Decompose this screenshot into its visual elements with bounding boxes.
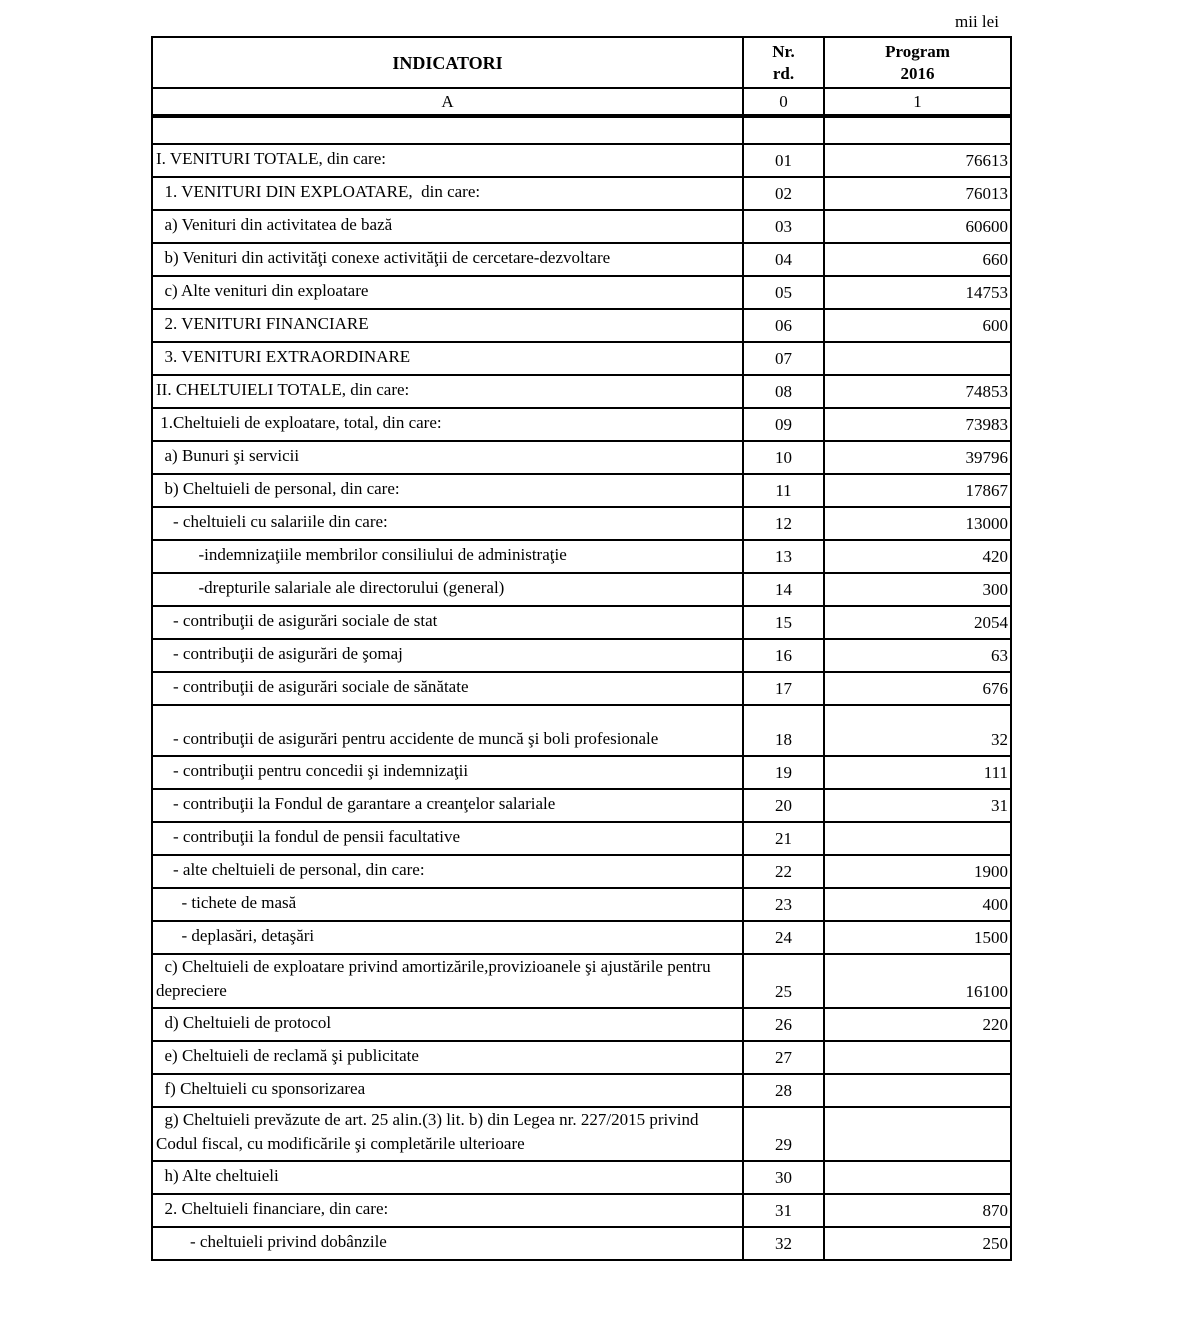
table-row — [152, 144, 1011, 177]
table-row — [152, 210, 1011, 243]
program-value-cell: 32 — [824, 705, 1011, 756]
indent — [156, 347, 165, 366]
row-number-cell: 30 — [743, 1161, 824, 1194]
table-row — [152, 954, 1011, 1008]
program-value-cell: 1500 — [824, 921, 1011, 954]
subheader-1: 1 — [824, 88, 1011, 116]
indent — [156, 479, 165, 498]
indent — [156, 644, 173, 663]
row-number-cell: 22 — [743, 855, 824, 888]
program-value-cell: 16100 — [824, 954, 1011, 1008]
indicator-label: g) Cheltuieli prevăzute de art. 25 alin.(3) lit. b) din Legea nr. 227/2015 privind Codul fiscal, cu modificările şi completările ulterioare — [156, 1110, 699, 1153]
blank-cell — [824, 116, 1011, 144]
indicator-cell — [152, 756, 743, 789]
program-value-cell: 13000 — [824, 507, 1011, 540]
blank-row — [152, 116, 1011, 144]
row-number-cell: 11 — [743, 474, 824, 507]
row-number-cell: 06 — [743, 309, 824, 342]
table-row — [152, 789, 1011, 822]
table-row — [152, 756, 1011, 789]
table-row — [152, 309, 1011, 342]
program-value-cell: 39796 — [824, 441, 1011, 474]
indicator-cell — [152, 1161, 743, 1194]
program-value-cell: 660 — [824, 243, 1011, 276]
row-number-cell: 08 — [743, 375, 824, 408]
indicator-label: c) Alte venituri din exploatare — [164, 281, 369, 300]
header-indicators: INDICATORI — [152, 37, 743, 88]
table-row — [152, 705, 1011, 756]
table-row — [152, 507, 1011, 540]
program-value-cell: 14753 — [824, 276, 1011, 309]
row-number-cell: 28 — [743, 1074, 824, 1107]
program-value-cell: 111 — [824, 756, 1011, 789]
indent — [156, 545, 199, 564]
indent — [156, 446, 165, 465]
blank-cell — [152, 116, 743, 144]
table-row — [152, 573, 1011, 606]
indent — [156, 729, 173, 748]
table-row — [152, 243, 1011, 276]
indicator-label: 1.Cheltuieli de exploatare, total, din care: — [160, 413, 442, 432]
row-number-cell: 13 — [743, 540, 824, 573]
indent — [156, 761, 173, 780]
row-number-cell: 17 — [743, 672, 824, 705]
unit-label: mii lei — [955, 12, 999, 31]
indicator-cell — [152, 639, 743, 672]
program-value-cell: 31 — [824, 789, 1011, 822]
row-number-cell: 24 — [743, 921, 824, 954]
row-number-cell: 18 — [743, 705, 824, 756]
row-number-cell: 27 — [743, 1041, 824, 1074]
program-value-cell: 400 — [824, 888, 1011, 921]
program-value-cell: 250 — [824, 1227, 1011, 1260]
table-row — [152, 639, 1011, 672]
indent — [156, 957, 165, 976]
row-number-cell: 32 — [743, 1227, 824, 1260]
indicator-label: a) Bunuri şi servicii — [164, 446, 300, 465]
indicator-label: - contribuţii la fondul de pensii facultative — [173, 827, 461, 846]
subheader-row — [152, 88, 1011, 116]
indicator-label: - contribuţii de asigurări sociale de stat — [173, 611, 438, 630]
indicator-cell — [152, 1107, 743, 1161]
indicator-cell — [152, 672, 743, 705]
table-row — [152, 1107, 1011, 1161]
indicator-cell — [152, 954, 743, 1008]
indicator-cell — [152, 177, 743, 210]
header-nr-line1: Nr. — [772, 41, 795, 61]
table-row — [152, 822, 1011, 855]
indicator-label: - contribuţii de asigurări pentru accidente de muncă şi boli profesionale — [173, 729, 659, 748]
indicator-cell — [152, 408, 743, 441]
subheader-0: 0 — [743, 88, 824, 116]
table-row — [152, 276, 1011, 309]
indicator-cell — [152, 789, 743, 822]
indent — [156, 827, 173, 846]
indicator-label: b) Venituri din activităţi conexe activităţii de cercetare-dezvoltare — [164, 248, 611, 267]
indent — [156, 794, 173, 813]
indent — [156, 215, 165, 234]
indicator-cell — [152, 210, 743, 243]
indicator-cell — [152, 243, 743, 276]
table-row — [152, 606, 1011, 639]
table-row — [152, 1008, 1011, 1041]
indent — [156, 1013, 165, 1032]
table-row — [152, 672, 1011, 705]
header-program-line1: Program — [885, 41, 950, 61]
row-number-cell: 19 — [743, 756, 824, 789]
row-number-cell: 26 — [743, 1008, 824, 1041]
blank-cell — [743, 116, 824, 144]
indicator-cell — [152, 342, 743, 375]
table-row — [152, 888, 1011, 921]
row-number-cell: 21 — [743, 822, 824, 855]
table-row — [152, 375, 1011, 408]
indicator-cell — [152, 1227, 743, 1260]
indicator-label: - contribuţii pentru concedii şi indemnizaţii — [173, 761, 469, 780]
program-value-cell: 63 — [824, 639, 1011, 672]
table-row — [152, 1074, 1011, 1107]
table-row — [152, 474, 1011, 507]
row-number-cell: 14 — [743, 573, 824, 606]
indent — [156, 611, 173, 630]
indicator-cell — [152, 309, 743, 342]
indicator-label: e) Cheltuieli de reclamă şi publicitate — [164, 1046, 419, 1065]
row-number-cell: 03 — [743, 210, 824, 243]
program-value-cell — [824, 1074, 1011, 1107]
indent — [156, 512, 173, 531]
indicator-label: - alte cheltuieli de personal, din care: — [173, 860, 425, 879]
indicator-cell — [152, 1008, 743, 1041]
indicator-label: f) Cheltuieli cu sponsorizarea — [164, 1079, 366, 1098]
table-row — [152, 540, 1011, 573]
indicator-label: -indemnizaţiile membrilor consiliului de administraţie — [198, 545, 567, 564]
indent — [156, 926, 182, 945]
indent — [156, 1110, 165, 1129]
indicator-cell — [152, 921, 743, 954]
table-row — [152, 441, 1011, 474]
indicator-cell — [152, 540, 743, 573]
row-number-cell: 02 — [743, 177, 824, 210]
table-row — [152, 1227, 1011, 1260]
indicator-label: - contribuţii de asigurări de şomaj — [173, 644, 403, 663]
budget-table — [151, 36, 1012, 1261]
indent — [156, 182, 165, 201]
indicator-cell — [152, 606, 743, 639]
indicator-label: - cheltuieli privind dobânzile — [190, 1232, 387, 1251]
indicator-label: - contribuţii de asigurări sociale de sănătate — [173, 677, 469, 696]
indicator-cell — [152, 1194, 743, 1227]
indicator-label: c) Cheltuieli de exploatare privind amortizările,provizioanele şi ajustările pentru depreciere — [156, 957, 711, 1000]
indicator-label: b) Cheltuieli de personal, din care: — [164, 479, 400, 498]
program-value-cell: 676 — [824, 672, 1011, 705]
indent — [156, 1199, 165, 1218]
indicator-label: d) Cheltuieli de protocol — [164, 1013, 332, 1032]
indent — [156, 281, 165, 300]
row-number-cell: 29 — [743, 1107, 824, 1161]
indent — [156, 1166, 165, 1185]
indicator-cell — [152, 474, 743, 507]
table-row — [152, 921, 1011, 954]
table-row — [152, 855, 1011, 888]
indent — [156, 860, 173, 879]
indicator-label: - tichete de masă — [181, 893, 297, 912]
indent — [156, 1079, 165, 1098]
table-row — [152, 408, 1011, 441]
header-row — [152, 37, 1011, 88]
indent — [156, 893, 182, 912]
row-number-cell: 05 — [743, 276, 824, 309]
program-value-cell — [824, 1107, 1011, 1161]
row-number-cell: 04 — [743, 243, 824, 276]
row-number-cell: 23 — [743, 888, 824, 921]
indicator-label: a) Venituri din activitatea de bază — [164, 215, 393, 234]
indent — [156, 677, 173, 696]
indent — [156, 314, 165, 333]
row-number-cell: 15 — [743, 606, 824, 639]
program-value-cell: 1900 — [824, 855, 1011, 888]
header-program-line2: 2016 — [900, 63, 935, 83]
table-row — [152, 177, 1011, 210]
program-value-cell — [824, 1041, 1011, 1074]
program-value-cell — [824, 1161, 1011, 1194]
header-program — [824, 37, 1011, 88]
program-value-cell: 420 — [824, 540, 1011, 573]
indicator-label: -drepturile salariale ale directorului (general) — [198, 578, 505, 597]
header-nr — [743, 37, 824, 88]
program-value-cell — [824, 342, 1011, 375]
program-value-cell: 600 — [824, 309, 1011, 342]
indicator-cell — [152, 144, 743, 177]
row-number-cell: 01 — [743, 144, 824, 177]
indicator-cell — [152, 1074, 743, 1107]
indicator-cell — [152, 573, 743, 606]
program-value-cell: 2054 — [824, 606, 1011, 639]
header-nr-line2: rd. — [772, 63, 795, 83]
row-number-cell: 25 — [743, 954, 824, 1008]
indicator-cell — [152, 1041, 743, 1074]
indent — [156, 1046, 165, 1065]
indicator-label: - cheltuieli cu salariile din care: — [173, 512, 388, 531]
program-value-cell: 60600 — [824, 210, 1011, 243]
row-number-cell: 09 — [743, 408, 824, 441]
indicator-cell — [152, 276, 743, 309]
indicator-label: - deplasări, detaşări — [181, 926, 315, 945]
table-row — [152, 342, 1011, 375]
indicator-label: h) Alte cheltuieli — [164, 1166, 279, 1185]
indent — [156, 248, 165, 267]
subheader-a: A — [152, 88, 743, 116]
indicator-label: 2. Cheltuieli financiare, din care: — [164, 1199, 389, 1218]
row-number-cell: 12 — [743, 507, 824, 540]
program-value-cell: 74853 — [824, 375, 1011, 408]
indicator-cell — [152, 855, 743, 888]
table-row — [152, 1041, 1011, 1074]
indent — [156, 578, 199, 597]
indicator-cell — [152, 375, 743, 408]
indicator-label: 1. VENITURI DIN EXPLOATARE, din care: — [164, 182, 481, 201]
row-number-cell: 31 — [743, 1194, 824, 1227]
indicator-cell — [152, 888, 743, 921]
indicator-label: - contribuţii la Fondul de garantare a creanţelor salariale — [173, 794, 556, 813]
program-value-cell: 76013 — [824, 177, 1011, 210]
program-value-cell: 300 — [824, 573, 1011, 606]
table-row — [152, 1194, 1011, 1227]
indicator-cell — [152, 705, 743, 756]
indicator-label: 3. VENITURI EXTRAORDINARE — [164, 347, 411, 366]
program-value-cell — [824, 822, 1011, 855]
program-value-cell: 76613 — [824, 144, 1011, 177]
indicator-cell — [152, 507, 743, 540]
program-value-cell: 73983 — [824, 408, 1011, 441]
program-value-cell: 220 — [824, 1008, 1011, 1041]
indicator-label: II. CHELTUIELI TOTALE, din care: — [156, 380, 410, 399]
row-number-cell: 20 — [743, 789, 824, 822]
indicator-label: 2. VENITURI FINANCIARE — [164, 314, 369, 333]
program-value-cell: 17867 — [824, 474, 1011, 507]
row-number-cell: 10 — [743, 441, 824, 474]
row-number-cell: 16 — [743, 639, 824, 672]
indicator-cell — [152, 822, 743, 855]
indicator-cell — [152, 441, 743, 474]
row-number-cell: 07 — [743, 342, 824, 375]
indent — [156, 1232, 190, 1251]
program-value-cell: 870 — [824, 1194, 1011, 1227]
table-row — [152, 1161, 1011, 1194]
indicator-label: I. VENITURI TOTALE, din care: — [156, 149, 386, 168]
